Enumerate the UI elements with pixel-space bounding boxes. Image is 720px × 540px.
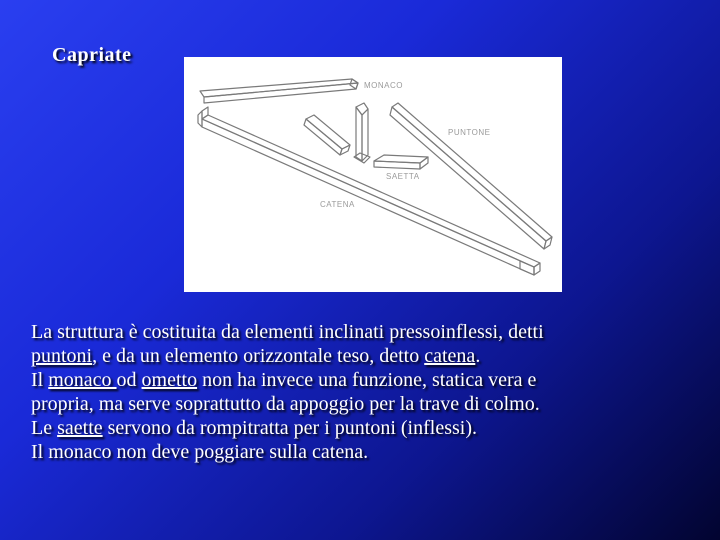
truss-diagram — [184, 57, 562, 292]
term-monaco: monaco — [48, 369, 117, 391]
body-line-2-text-2: . — [475, 345, 481, 367]
term-ometto: ometto — [141, 369, 198, 391]
body-line-2-text-1: , e da un elemento orizzontale teso, detto — [92, 345, 425, 367]
left-strut — [304, 115, 350, 155]
body-line-5-text-0: Le — [31, 417, 58, 439]
body-line-5 — [31, 416, 701, 440]
term-catena: catena — [424, 345, 476, 367]
body-line-3-text-2: non ha invece una funzione, statica vera e — [197, 369, 537, 391]
label-puntone: PUNTONE — [448, 128, 491, 137]
body-line-3-text-1: od — [116, 369, 142, 391]
right-strut — [374, 155, 428, 169]
term-puntoni: puntoni — [31, 345, 93, 367]
king-post — [354, 103, 370, 163]
label-saetta: SAETTA — [386, 172, 420, 181]
slide-title: Capriate — [52, 44, 132, 66]
label-catena: CATENA — [320, 200, 355, 209]
label-monaco: MONACO — [364, 81, 403, 90]
body-line-1: La struttura è costituita da elementi inclinati pressoinflessi, detti — [31, 321, 544, 343]
body-line-3-text-0: Il — [31, 369, 49, 391]
left-rafter — [200, 79, 358, 103]
truss-drawing — [184, 57, 562, 292]
term-saette: saette — [57, 417, 103, 439]
body-line-6: Il monaco non deve poggiare sulla catena. — [31, 441, 369, 463]
body-line-3 — [31, 368, 701, 392]
body-line-4: propria, ma serve soprattutto da appoggio per la trave di colmo. — [31, 393, 540, 415]
body-line-2 — [31, 344, 701, 368]
body-text — [31, 320, 701, 464]
body-line-5-text-1: servono da rompitratta per i puntoni (inflessi). — [102, 417, 477, 439]
